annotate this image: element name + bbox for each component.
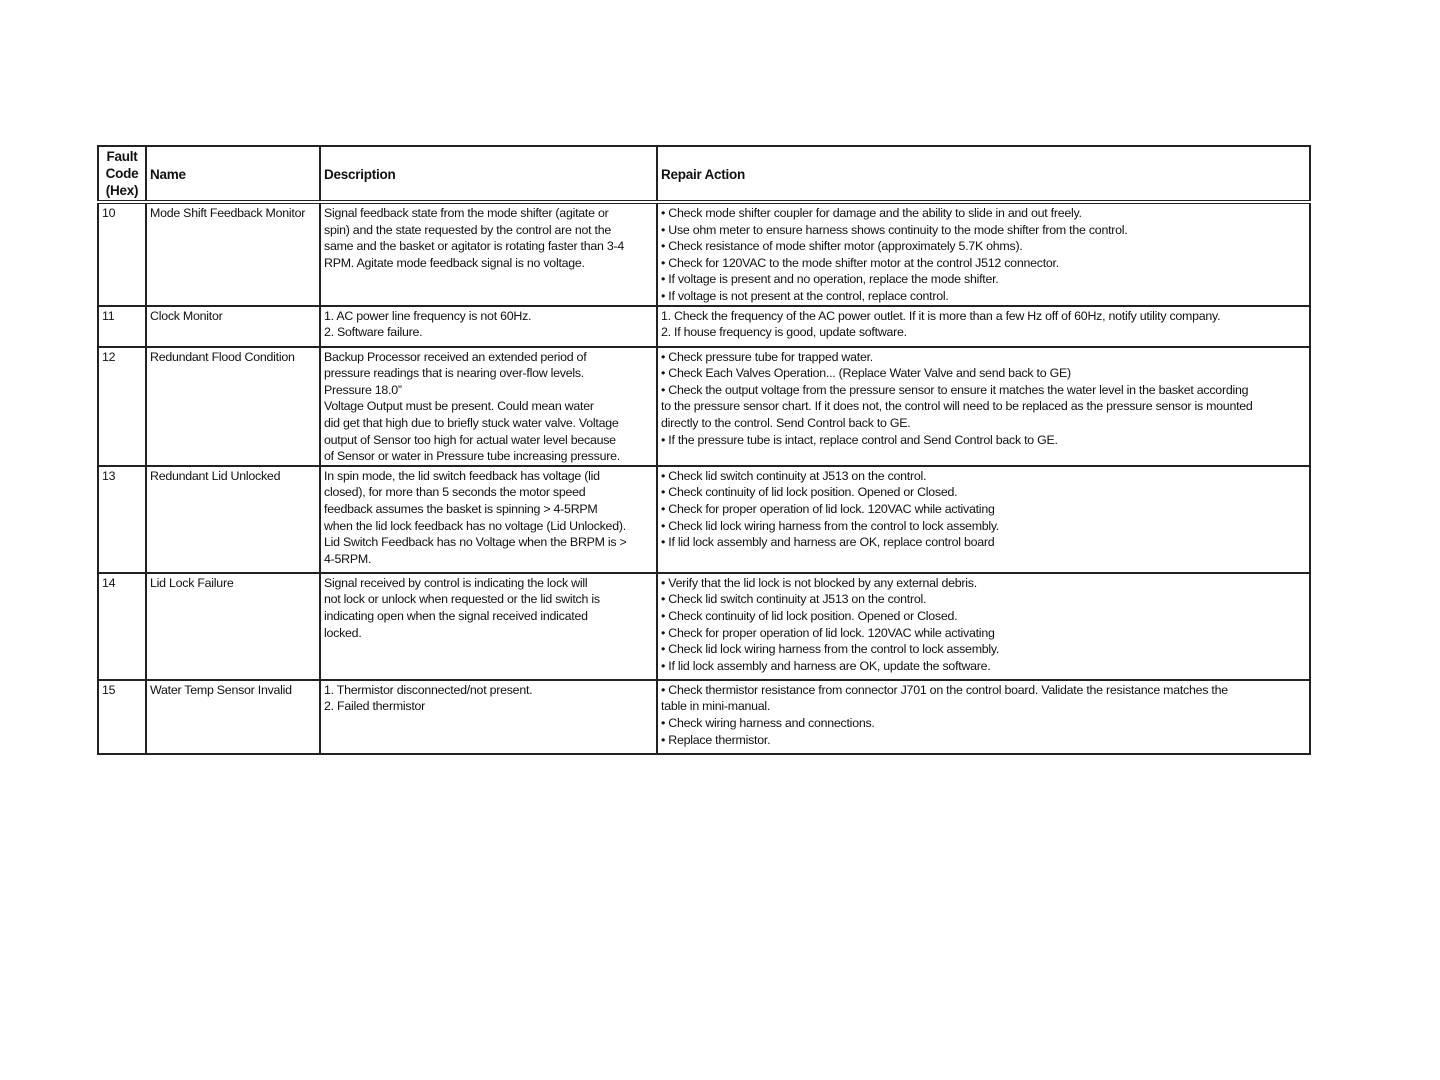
fault-name-cell: Redundant Flood Condition <box>146 347 320 466</box>
table-row <box>98 202 1310 306</box>
fault-code-cell: 11 <box>98 306 146 347</box>
fault-name-cell: Mode Shift Feedback Monitor <box>146 202 320 306</box>
repair-line: • Check lid switch continuity at J513 on the control. <box>661 468 927 483</box>
repair-line: • Verify that the lid lock is not blocked by any external debris. <box>661 575 977 590</box>
repair-line: • If lid lock assembly and harness are OK, replace control board <box>661 535 995 550</box>
table-row <box>98 466 1310 573</box>
fault-code-table <box>97 145 1311 755</box>
description-line: output of Sensor too high for actual water level because <box>324 432 616 447</box>
repair-line: • Check for 120VAC to the mode shifter motor at the control J512 connector. <box>661 255 1059 270</box>
header-fault-code <box>98 146 146 202</box>
description-line: did get that high due to briefly stuck water valve. Voltage <box>324 415 619 430</box>
repair-action-cell <box>657 573 1310 680</box>
description-line: 1. AC power line frequency is not 60Hz. <box>324 308 532 323</box>
repair-action-cell <box>657 466 1310 573</box>
description-line: 2. Failed thermistor <box>324 699 426 714</box>
fault-code-cell: 15 <box>98 680 146 754</box>
repair-line: • Check thermistor resistance from connector J701 on the control board. Validate the resistance matches the <box>661 682 1228 697</box>
description-line: locked. <box>324 625 362 640</box>
repair-action-cell <box>657 202 1310 306</box>
fault-code-cell: 12 <box>98 347 146 466</box>
fault-name-cell: Lid Lock Failure <box>146 573 320 680</box>
description-cell <box>320 573 657 680</box>
description-cell <box>320 306 657 347</box>
repair-line: • Check pressure tube for trapped water. <box>661 349 873 364</box>
repair-line: • If lid lock assembly and harness are OK, update the software. <box>661 658 991 673</box>
header-code-line: Fault <box>106 149 138 164</box>
description-line: indicating open when the signal received indicated <box>324 608 588 623</box>
repair-line: • Check mode shifter coupler for damage and the ability to slide in and out freely. <box>661 206 1082 220</box>
description-line: Pressure 18.0” <box>324 382 402 397</box>
header-code-line: (Hex) <box>105 183 139 198</box>
table-row <box>98 347 1310 466</box>
description-line: Voltage Output must be present. Could mean water <box>324 399 594 414</box>
repair-line: • Check for proper operation of lid lock. 120VAC while activating <box>661 625 995 640</box>
repair-line: • If the pressure tube is intact, replace control and Send Control back to GE. <box>661 432 1058 447</box>
description-line: RPM. Agitate mode feedback signal is no voltage. <box>324 255 585 270</box>
repair-line: • Replace thermistor. <box>661 732 771 747</box>
repair-line: • Check lid switch continuity at J513 on the control. <box>661 592 927 607</box>
fault-code-cell: 14 <box>98 573 146 680</box>
description-line: same and the basket or agitator is rotating faster than 3-4 <box>324 239 625 254</box>
repair-line: • If voltage is not present at the control, replace control. <box>661 288 949 303</box>
repair-line: • Check for proper operation of lid lock. 120VAC while activating <box>661 501 995 516</box>
repair-line: • Check resistance of mode shifter motor (approximately 5.7K ohms). <box>661 239 1023 254</box>
repair-line: • Check continuity of lid lock position. Opened or Closed. <box>661 485 958 500</box>
table-header-row <box>98 146 1310 202</box>
repair-line: directly to the control. Send Control back to GE. <box>661 415 911 430</box>
description-line: Lid Switch Feedback has no Voltage when the BRPM is > <box>324 535 627 550</box>
description-line: spin) and the state requested by the control are not the <box>324 222 612 237</box>
fault-name-cell: Water Temp Sensor Invalid <box>146 680 320 754</box>
repair-action-cell <box>657 306 1310 347</box>
fault-code-cell: 10 <box>98 202 146 306</box>
description-cell <box>320 347 657 466</box>
description-line: Signal feedback state from the mode shifter (agitate or <box>324 206 609 220</box>
header-repair-action: Repair Action <box>657 146 1310 202</box>
description-line: 1. Thermistor disconnected/not present. <box>324 682 533 697</box>
repair-line: 2. If house frequency is good, update software. <box>661 325 907 340</box>
repair-line: • Check wiring harness and connections. <box>661 715 875 730</box>
repair-line: • If voltage is present and no operation, replace the mode shifter. <box>661 272 999 287</box>
repair-action-cell <box>657 347 1310 466</box>
repair-line: • Check continuity of lid lock position. Opened or Closed. <box>661 608 958 623</box>
description-line: closed), for more than 5 seconds the motor speed <box>324 485 586 500</box>
repair-line: • Use ohm meter to ensure harness shows continuity to the mode shifter from the control. <box>661 222 1128 237</box>
description-line: pressure readings that is nearing over-flow levels. <box>324 366 584 381</box>
description-line: In spin mode, the lid switch feedback has voltage (lid <box>324 468 600 483</box>
repair-line: to the pressure sensor chart. If it does not, the control will need to be replaced as the pressure sensor is mounted <box>661 399 1253 414</box>
description-line: not lock or unlock when requested or the lid switch is <box>324 592 600 607</box>
header-description: Description <box>320 146 657 202</box>
fault-name-cell: Redundant Lid Unlocked <box>146 466 320 573</box>
repair-line: • Check Each Valves Operation... (Replace Water Valve and send back to GE) <box>661 366 1071 381</box>
description-line: 4-5RPM. <box>324 551 372 566</box>
description-line: 2. Software failure. <box>324 325 423 340</box>
repair-line: • Check lid lock wiring harness from the control to lock assembly. <box>661 642 1000 657</box>
fault-name-cell: Clock Monitor <box>146 306 320 347</box>
description-line: Backup Processor received an extended period of <box>324 349 587 364</box>
fault-code-cell: 13 <box>98 466 146 573</box>
description-cell <box>320 202 657 306</box>
description-line: Signal received by control is indicating the lock will <box>324 575 588 590</box>
table-row <box>98 680 1310 754</box>
repair-line: • Check the output voltage from the pressure sensor to ensure it matches the water level in the basket according <box>661 382 1249 397</box>
description-cell <box>320 680 657 754</box>
description-line: when the lid lock feedback has no voltage (Lid Unlocked). <box>324 518 626 533</box>
header-code-line: Code <box>105 166 139 181</box>
table-row <box>98 306 1310 347</box>
repair-line: 1. Check the frequency of the AC power outlet. If it is more than a few Hz off of 60Hz, notify utility company. <box>661 308 1221 323</box>
description-line: feedback assumes the basket is spinning > 4-5RPM <box>324 501 598 516</box>
repair-line: table in mini-manual. <box>661 699 771 714</box>
repair-line: • Check lid lock wiring harness from the control to lock assembly. <box>661 518 1000 533</box>
description-line: of Sensor or water in Pressure tube increasing pressure. <box>324 449 620 464</box>
header-name: Name <box>146 146 320 202</box>
repair-action-cell <box>657 680 1310 754</box>
description-cell <box>320 466 657 573</box>
table-row <box>98 573 1310 680</box>
